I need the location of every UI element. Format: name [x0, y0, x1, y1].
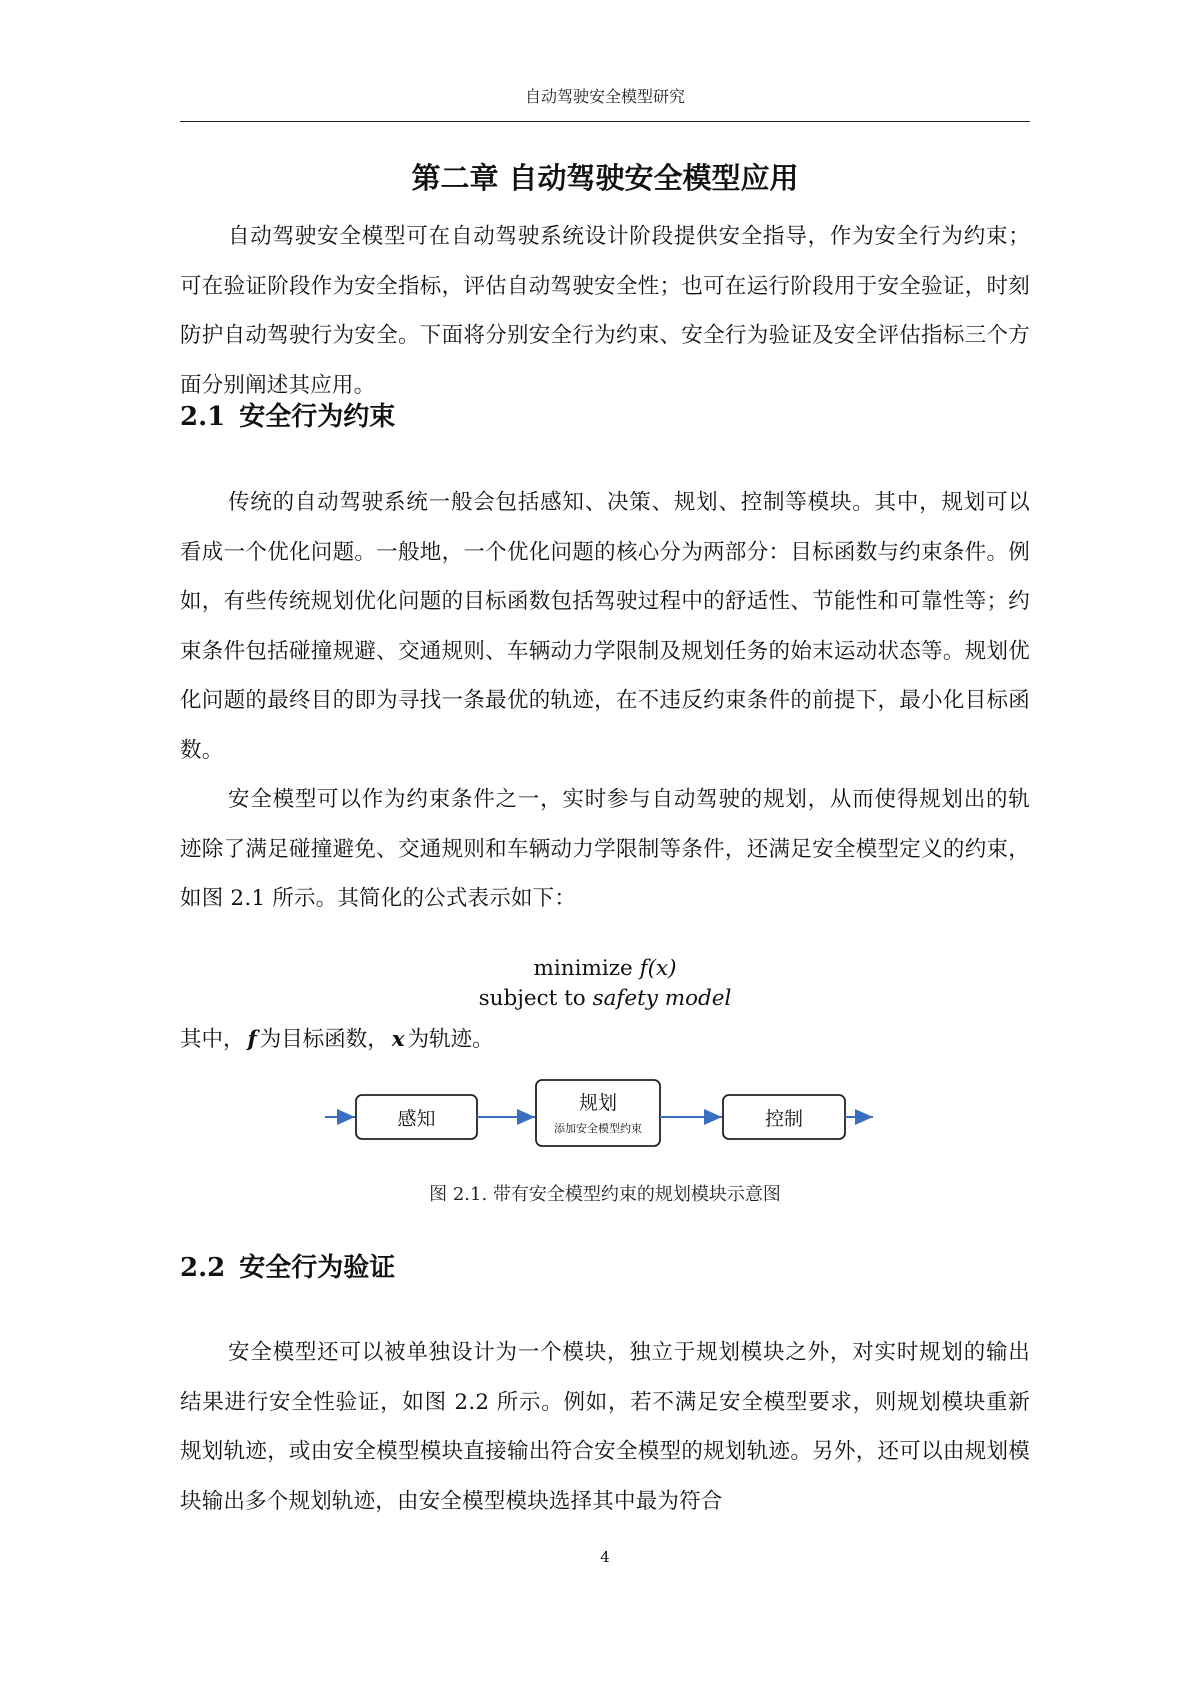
variable-x: x [391, 1027, 405, 1052]
section-heading-2-1 [180, 396, 395, 433]
box-planning-sublabel: 添加安全模型约束 [554, 1122, 642, 1135]
intro-paragraph: 自动驾驶安全模型可在自动驾驶系统设计阶段提供安全指导，作为安全行为约束；可在验证阶段作为安全指标，评估自动驾驶安全性；也可在运行阶段用于安全验证，时刻防护自动驾驶行为安全。下面将分别安全行为约束、安全行为验证及安全评估指标三个方面分别阐述其应用。 [180, 224, 1030, 398]
section-heading-2-2 [180, 1247, 395, 1284]
box-planning-label: 规划 [578, 1092, 617, 1114]
variable-f: f [247, 1027, 257, 1052]
section-number: 2.2 [180, 1253, 226, 1283]
formula-constraint-term: safety model [592, 986, 732, 1011]
variable-x-description: 为轨迹。 [407, 1027, 494, 1052]
section-title: 安全行为验证 [239, 1253, 396, 1283]
box-perception-label: 感知 [397, 1108, 436, 1130]
section-title: 安全行为约束 [239, 402, 396, 432]
chapter-title: 第二章 自动驾驶安全模型应用 [411, 161, 799, 195]
section-2-2-paragraph-1: 安全模型还可以被单独设计为一个模块，独立于规划模块之外，对实时规划的输出结果进行安全性验证，如图 2.2 所示。例如，若不满足安全模型要求，则规划模块重新规划轨迹，或由安全模型模块直接输出符合安全模型的规划轨迹。另外，还可以由规划模块输出多个规划轨迹，由安全模型模块选择其中最为符合 [180, 1340, 1030, 1514]
section-2-1-paragraph-1: 传统的自动驾驶系统一般会包括感知、决策、规划、控制等模块。其中，规划可以看成一个优化问题。一般地，一个优化问题的核心分为两部分：目标函数与约束条件。例如，有些传统规划优化问题的目标函数包括驾驶过程中的舒适性、节能性和可靠性等；约束条件包括碰撞规避、交通规则、车辆动力学限制及规划任务的始末运动状态等。规划优化问题的最终目的即为寻找一条最优的轨迹，在不违反约束条件的前提下，最小化目标函数。 [180, 490, 1030, 763]
formula-keyword-subject-to: subject to [478, 986, 586, 1011]
formula-objective-function: f(x) [639, 956, 677, 981]
formula-explanation [180, 1022, 494, 1053]
header-divider [180, 121, 1030, 122]
figure-2-1-caption: 图 2.1. 带有安全模型约束的规划模块示意图 [429, 1184, 781, 1205]
formula-keyword-minimize: minimize [533, 956, 633, 981]
box-control-label: 控制 [764, 1108, 803, 1130]
explanation-prefix: 其中， [180, 1027, 245, 1052]
formula-objective [180, 956, 1030, 981]
section-2-1-paragraph-2: 安全模型可以作为约束条件之一，实时参与自动驾驶的规划，从而使得规划出的轨迹除了满足碰撞避免、交通规则和车辆动力学限制等条件，还满足安全模型定义的约束，如图 2.1 所示。其简化的公式表示如下： [180, 787, 1030, 911]
variable-f-description: 为目标函数， [259, 1027, 389, 1052]
section-number: 2.1 [180, 402, 226, 432]
page-number: 4 [600, 1548, 610, 1566]
figure-2-1-diagram [320, 1078, 880, 1178]
running-header: 自动驾驶安全模型研究 [524, 87, 685, 106]
formula-constraint [180, 986, 1030, 1011]
